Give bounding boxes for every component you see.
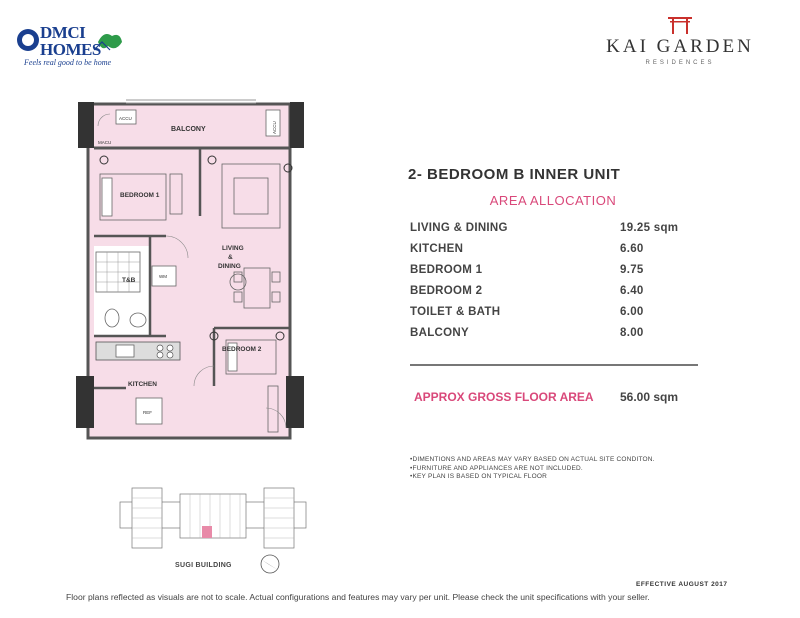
area-label: BEDROOM 1 bbox=[410, 264, 483, 276]
note-item: •KEY PLAN IS BASED ON TYPICAL FLOOR bbox=[410, 473, 548, 480]
unit-title: 2- BEDROOM B INNER UNIT bbox=[408, 166, 621, 183]
area-value: 19.25 sqm bbox=[620, 222, 679, 234]
area-row-bedroom2 bbox=[410, 285, 700, 305]
dining-label: DINING bbox=[218, 263, 241, 270]
area-value: 8.00 bbox=[620, 327, 644, 339]
kai-garden-logo bbox=[600, 14, 760, 66]
living-label: LIVING bbox=[222, 245, 244, 252]
gross-value: 56.00 sqm bbox=[620, 390, 679, 404]
tb-label: T&B bbox=[122, 277, 136, 284]
macu-label: MACU bbox=[98, 140, 112, 145]
area-row-kitchen bbox=[410, 243, 700, 263]
kitchen-counter bbox=[96, 342, 180, 360]
note-item: •FURNITURE AND APPLIANCES ARE NOT INCLUDED. bbox=[410, 464, 583, 472]
column bbox=[290, 102, 304, 148]
unit-location-marker bbox=[202, 526, 212, 538]
area-label: LIVING & DINING bbox=[410, 222, 508, 234]
kai-garden-wordmark: KAI GARDEN bbox=[606, 36, 754, 57]
area-row-bedroom1 bbox=[410, 264, 700, 284]
unit-floor-plan bbox=[66, 96, 326, 448]
area-label: KITCHEN bbox=[410, 243, 464, 255]
area-allocation-heading: AREA ALLOCATION bbox=[489, 193, 617, 208]
area-value: 6.00 bbox=[620, 306, 644, 318]
area-row-living-dining bbox=[410, 222, 700, 242]
residences-wordmark: RESIDENCES bbox=[645, 60, 715, 66]
area-row-balcony bbox=[410, 327, 700, 347]
living-amp-label: & bbox=[228, 254, 233, 261]
kitchen-label: KITCHEN bbox=[128, 381, 157, 388]
area-label: BALCONY bbox=[410, 327, 469, 339]
ref-label: REF bbox=[143, 410, 152, 415]
key-plan-label: SUGI BUILDING bbox=[175, 562, 232, 569]
toilet bbox=[105, 309, 119, 327]
column bbox=[78, 102, 94, 148]
dmci-wordmark: DMCI HOMES bbox=[40, 23, 101, 59]
bedroom1-label: BEDROOM 1 bbox=[120, 192, 160, 199]
wm-label: WM bbox=[159, 274, 167, 279]
area-label: TOILET & BATH bbox=[410, 306, 501, 318]
gross-label: APPROX GROSS FLOOR AREA bbox=[414, 390, 594, 404]
area-value: 6.40 bbox=[620, 285, 644, 297]
area-value: 6.60 bbox=[620, 243, 644, 255]
area-row-toilet-bath bbox=[410, 306, 700, 326]
notes-list bbox=[410, 456, 730, 482]
area-label: BEDROOM 2 bbox=[410, 285, 483, 297]
area-value: 9.75 bbox=[620, 264, 644, 276]
divider bbox=[410, 364, 698, 366]
bedroom2-label: BEDROOM 2 bbox=[222, 346, 262, 353]
accu-label: ACCU bbox=[119, 116, 132, 121]
effective-date: EFFECTIVE AUGUST 2017 bbox=[636, 581, 728, 588]
accu-label-2: ACCU bbox=[272, 121, 277, 134]
column bbox=[76, 376, 94, 428]
dmci-homes-logo bbox=[14, 20, 134, 68]
dmci-tagline: Feels real good to be home bbox=[24, 58, 112, 67]
lavatory bbox=[130, 313, 146, 327]
column bbox=[286, 376, 304, 428]
note-item: •DIMENTIONS AND AREAS MAY VARY BASED ON ACTUAL SITE CONDITON. bbox=[410, 456, 655, 463]
disclaimer: Floor plans reflected as visuals are not to scale. Actual configurations and features may vary per unit. Please check the unit specifications with your seller. bbox=[66, 592, 650, 602]
torii-gate-icon bbox=[600, 14, 760, 36]
north-arrow-icon bbox=[261, 555, 279, 573]
balcony-label: BALCONY bbox=[171, 126, 206, 133]
